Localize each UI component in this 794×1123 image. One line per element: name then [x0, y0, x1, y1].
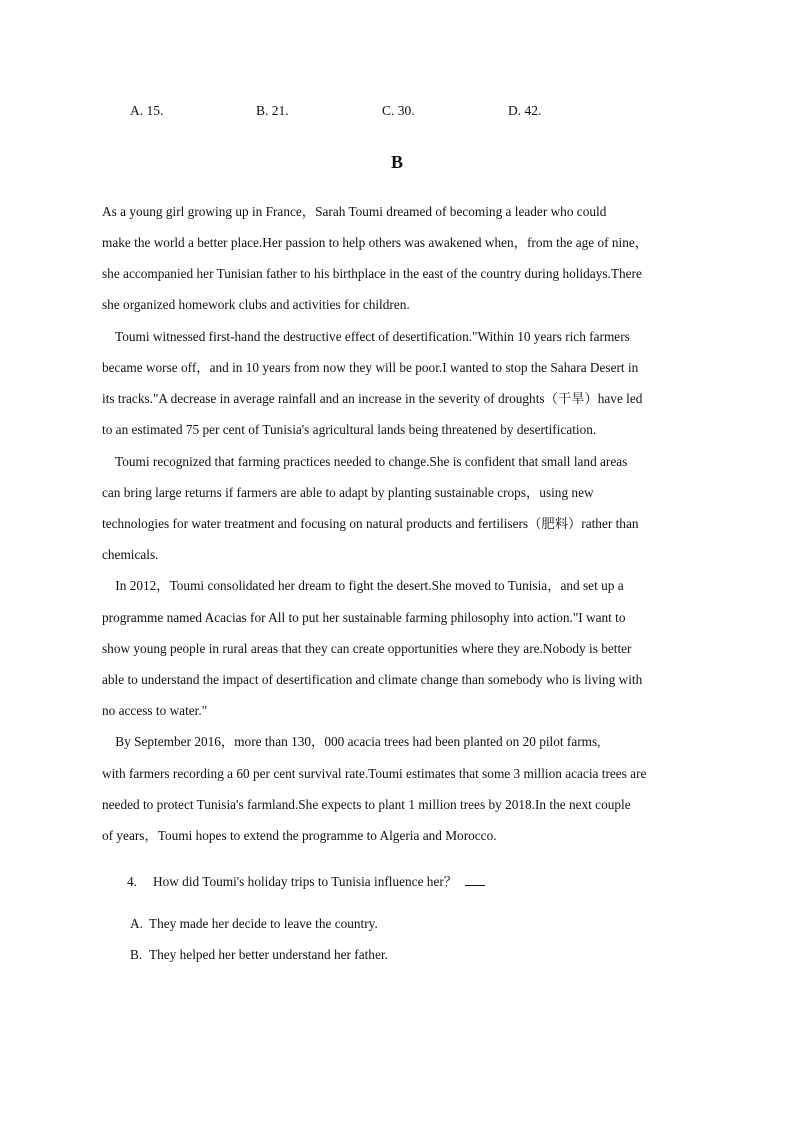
passage-line: she accompanied her Tunisian father to his birthplace in the east of the country during holidays.There: [102, 266, 642, 281]
option-d-letter: D.: [508, 103, 522, 118]
passage-line: able to understand the impact of desertification and climate change than somebody who is living with: [102, 672, 643, 687]
option-b-value: 21.: [271, 103, 289, 118]
answer-option-b-letter: B.: [130, 947, 143, 962]
passage-line: technologies for water treatment and focusing on natural products and fertilisers（肥料）rather than: [102, 516, 639, 531]
option-a-letter: A.: [130, 103, 144, 118]
section-heading: B: [390, 152, 403, 172]
passage-line: she organized homework clubs and activities for children.: [102, 297, 410, 312]
passage-line: make the world a better place.Her passion to help others was awakened when，from the age of nine，: [102, 235, 649, 250]
passage-line: Toumi recognized that farming practices needed to change.She is confident that small land areas: [102, 454, 628, 469]
option-c-letter: C.: [382, 103, 395, 118]
passage-line: became worse off，and in 10 years from now they will be poor.I wanted to stop the Sahara Desert in: [102, 360, 639, 375]
question-4: [127, 871, 485, 890]
passage-line: of years，Toumi hopes to extend the programme to Algeria and Morocco.: [102, 828, 497, 843]
option-c-value: 30.: [397, 103, 415, 118]
passage-line: Toumi witnessed first-hand the destructive effect of desertification."Within 10 years rich farmers: [102, 329, 630, 344]
passage-line: By September 2016，more than 130，000 acacia trees had been planted on 20 pilot farms,: [102, 734, 601, 749]
option-a: [130, 103, 163, 119]
answer-option-b[interactable]: [130, 947, 388, 963]
answer-blank[interactable]: [465, 873, 485, 886]
passage-line: As a young girl growing up in France，Sarah Toumi dreamed of becoming a leader who could: [102, 204, 607, 219]
option-b-letter: B.: [256, 103, 269, 118]
answer-option-a-text: They made her decide to leave the country.: [149, 916, 378, 931]
answer-option-a-letter: A.: [130, 916, 143, 931]
option-b: [256, 103, 289, 119]
question-number: 4.: [127, 874, 137, 889]
option-d: [508, 103, 541, 119]
passage-line: programme named Acacias for All to put her sustainable farming philosophy into action."I want to: [102, 610, 626, 625]
option-c: [382, 103, 415, 119]
answer-option-a[interactable]: [130, 916, 378, 932]
answer-option-b-text: They helped her better understand her father.: [149, 947, 388, 962]
passage-line: chemicals.: [102, 547, 159, 562]
passage-line: to an estimated 75 per cent of Tunisia's agricultural lands being threatened by desertification.: [102, 422, 597, 437]
passage-line: with farmers recording a 60 per cent survival rate.Toumi estimates that some 3 million acacia trees are: [102, 766, 647, 781]
passage-line: its tracks."A decrease in average rainfall and an increase in the severity of droughts（干旱）have led: [102, 391, 643, 406]
passage-line: can bring large returns if farmers are able to adapt by planting sustainable crops，using new: [102, 485, 594, 500]
passage-line: needed to protect Tunisia's farmland.She expects to plant 1 million trees by 2018.In the next couple: [102, 797, 631, 812]
passage-line: In 2012，Toumi consolidated her dream to fight the desert.She moved to Tunisia，and set up a: [102, 578, 624, 593]
question-text: How did Toumi's holiday trips to Tunisia influence her？: [153, 874, 458, 889]
previous-question-options: [130, 103, 690, 123]
option-a-value: 15.: [146, 103, 164, 118]
passage-line: show young people in rural areas that they can create opportunities where they are.Nobody is better: [102, 641, 632, 656]
passage-line: no access to water.": [102, 703, 208, 718]
option-d-value: 42.: [524, 103, 542, 118]
